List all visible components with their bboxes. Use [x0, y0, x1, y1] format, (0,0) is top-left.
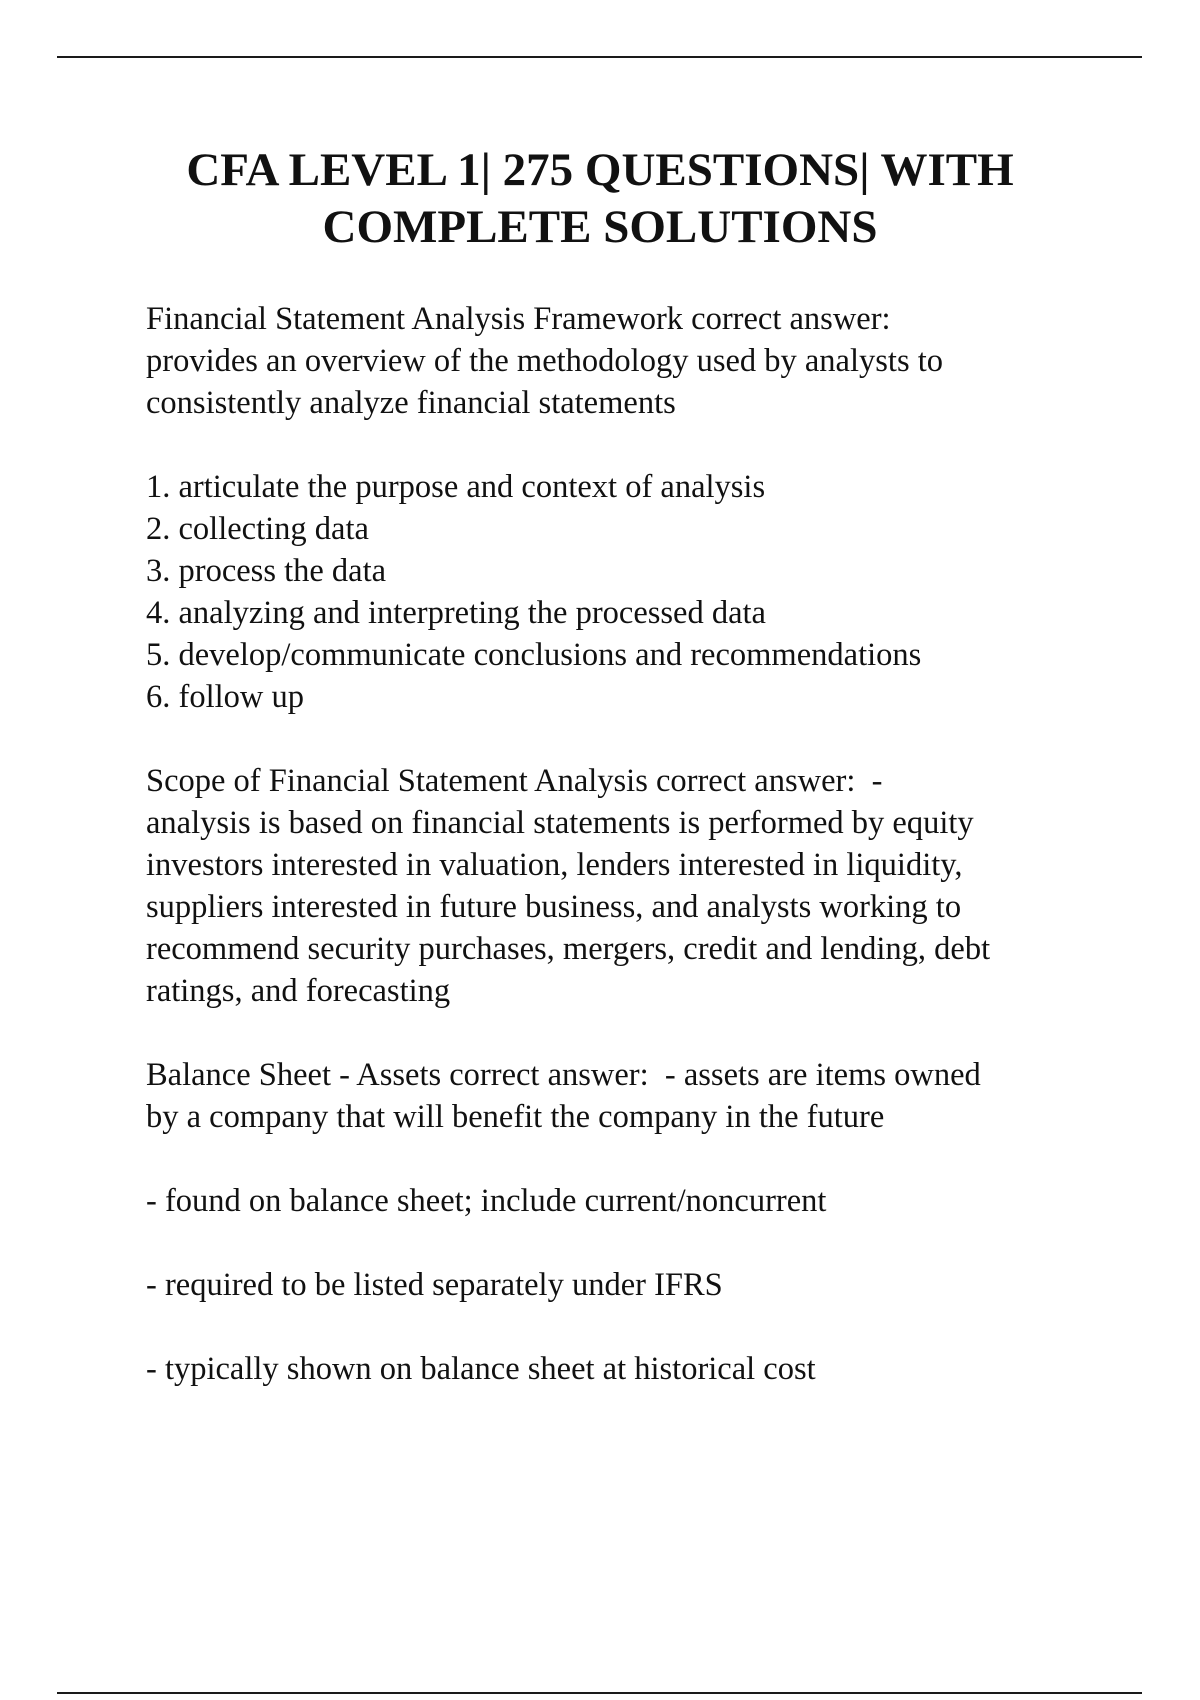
- text-line: by a company that will benefit the company in the future: [146, 1099, 885, 1135]
- assets-definition-paragraph: [146, 1054, 1156, 1138]
- framework-steps-list: [146, 466, 1156, 718]
- assets-bullet-paragraph: [146, 1180, 1156, 1222]
- document-body: [146, 298, 1156, 1432]
- list-item: 5. develop/communicate conclusions and recommendations: [146, 637, 922, 673]
- list-item: 6. follow up: [146, 679, 304, 715]
- assets-bullet-paragraph: [146, 1264, 1156, 1306]
- title-line: CFA LEVEL 1| 275 QUESTIONS| WITH: [186, 144, 1014, 196]
- text-line: suppliers interested in future business, and analysts working to: [146, 889, 962, 925]
- text-line: recommend security purchases, mergers, credit and lending, debt: [146, 931, 991, 967]
- text-line: investors interested in valuation, lenders interested in liquidity,: [146, 847, 963, 883]
- framework-definition-paragraph: [146, 298, 1156, 424]
- text-line: Scope of Financial Statement Analysis correct answer: -: [146, 763, 883, 799]
- scope-definition-paragraph: [146, 760, 1156, 1012]
- list-item: 3. process the data: [146, 553, 387, 589]
- bullet-line: - found on balance sheet; include current/noncurrent: [146, 1183, 827, 1219]
- text-line: provides an overview of the methodology used by analysts to: [146, 343, 943, 379]
- text-line: Balance Sheet - Assets correct answer: - assets are items owned: [146, 1057, 981, 1093]
- top-rule: [57, 56, 1142, 58]
- text-line: consistently analyze financial statements: [146, 385, 676, 421]
- text-line: ratings, and forecasting: [146, 973, 451, 1009]
- text-line: analysis is based on financial statements is performed by equity: [146, 805, 974, 841]
- list-item: 1. articulate the purpose and context of analysis: [146, 469, 766, 505]
- bullet-line: - typically shown on balance sheet at historical cost: [146, 1351, 816, 1387]
- bottom-rule: [57, 1692, 1142, 1694]
- assets-bullet-paragraph: [146, 1348, 1156, 1390]
- document-title: [100, 142, 1100, 256]
- bullet-line: - required to be listed separately under IFRS: [146, 1267, 723, 1303]
- list-item: 2. collecting data: [146, 511, 369, 547]
- text-line: Financial Statement Analysis Framework correct answer:: [146, 301, 891, 337]
- list-item: 4. analyzing and interpreting the processed data: [146, 595, 766, 631]
- title-line: COMPLETE SOLUTIONS: [322, 201, 878, 253]
